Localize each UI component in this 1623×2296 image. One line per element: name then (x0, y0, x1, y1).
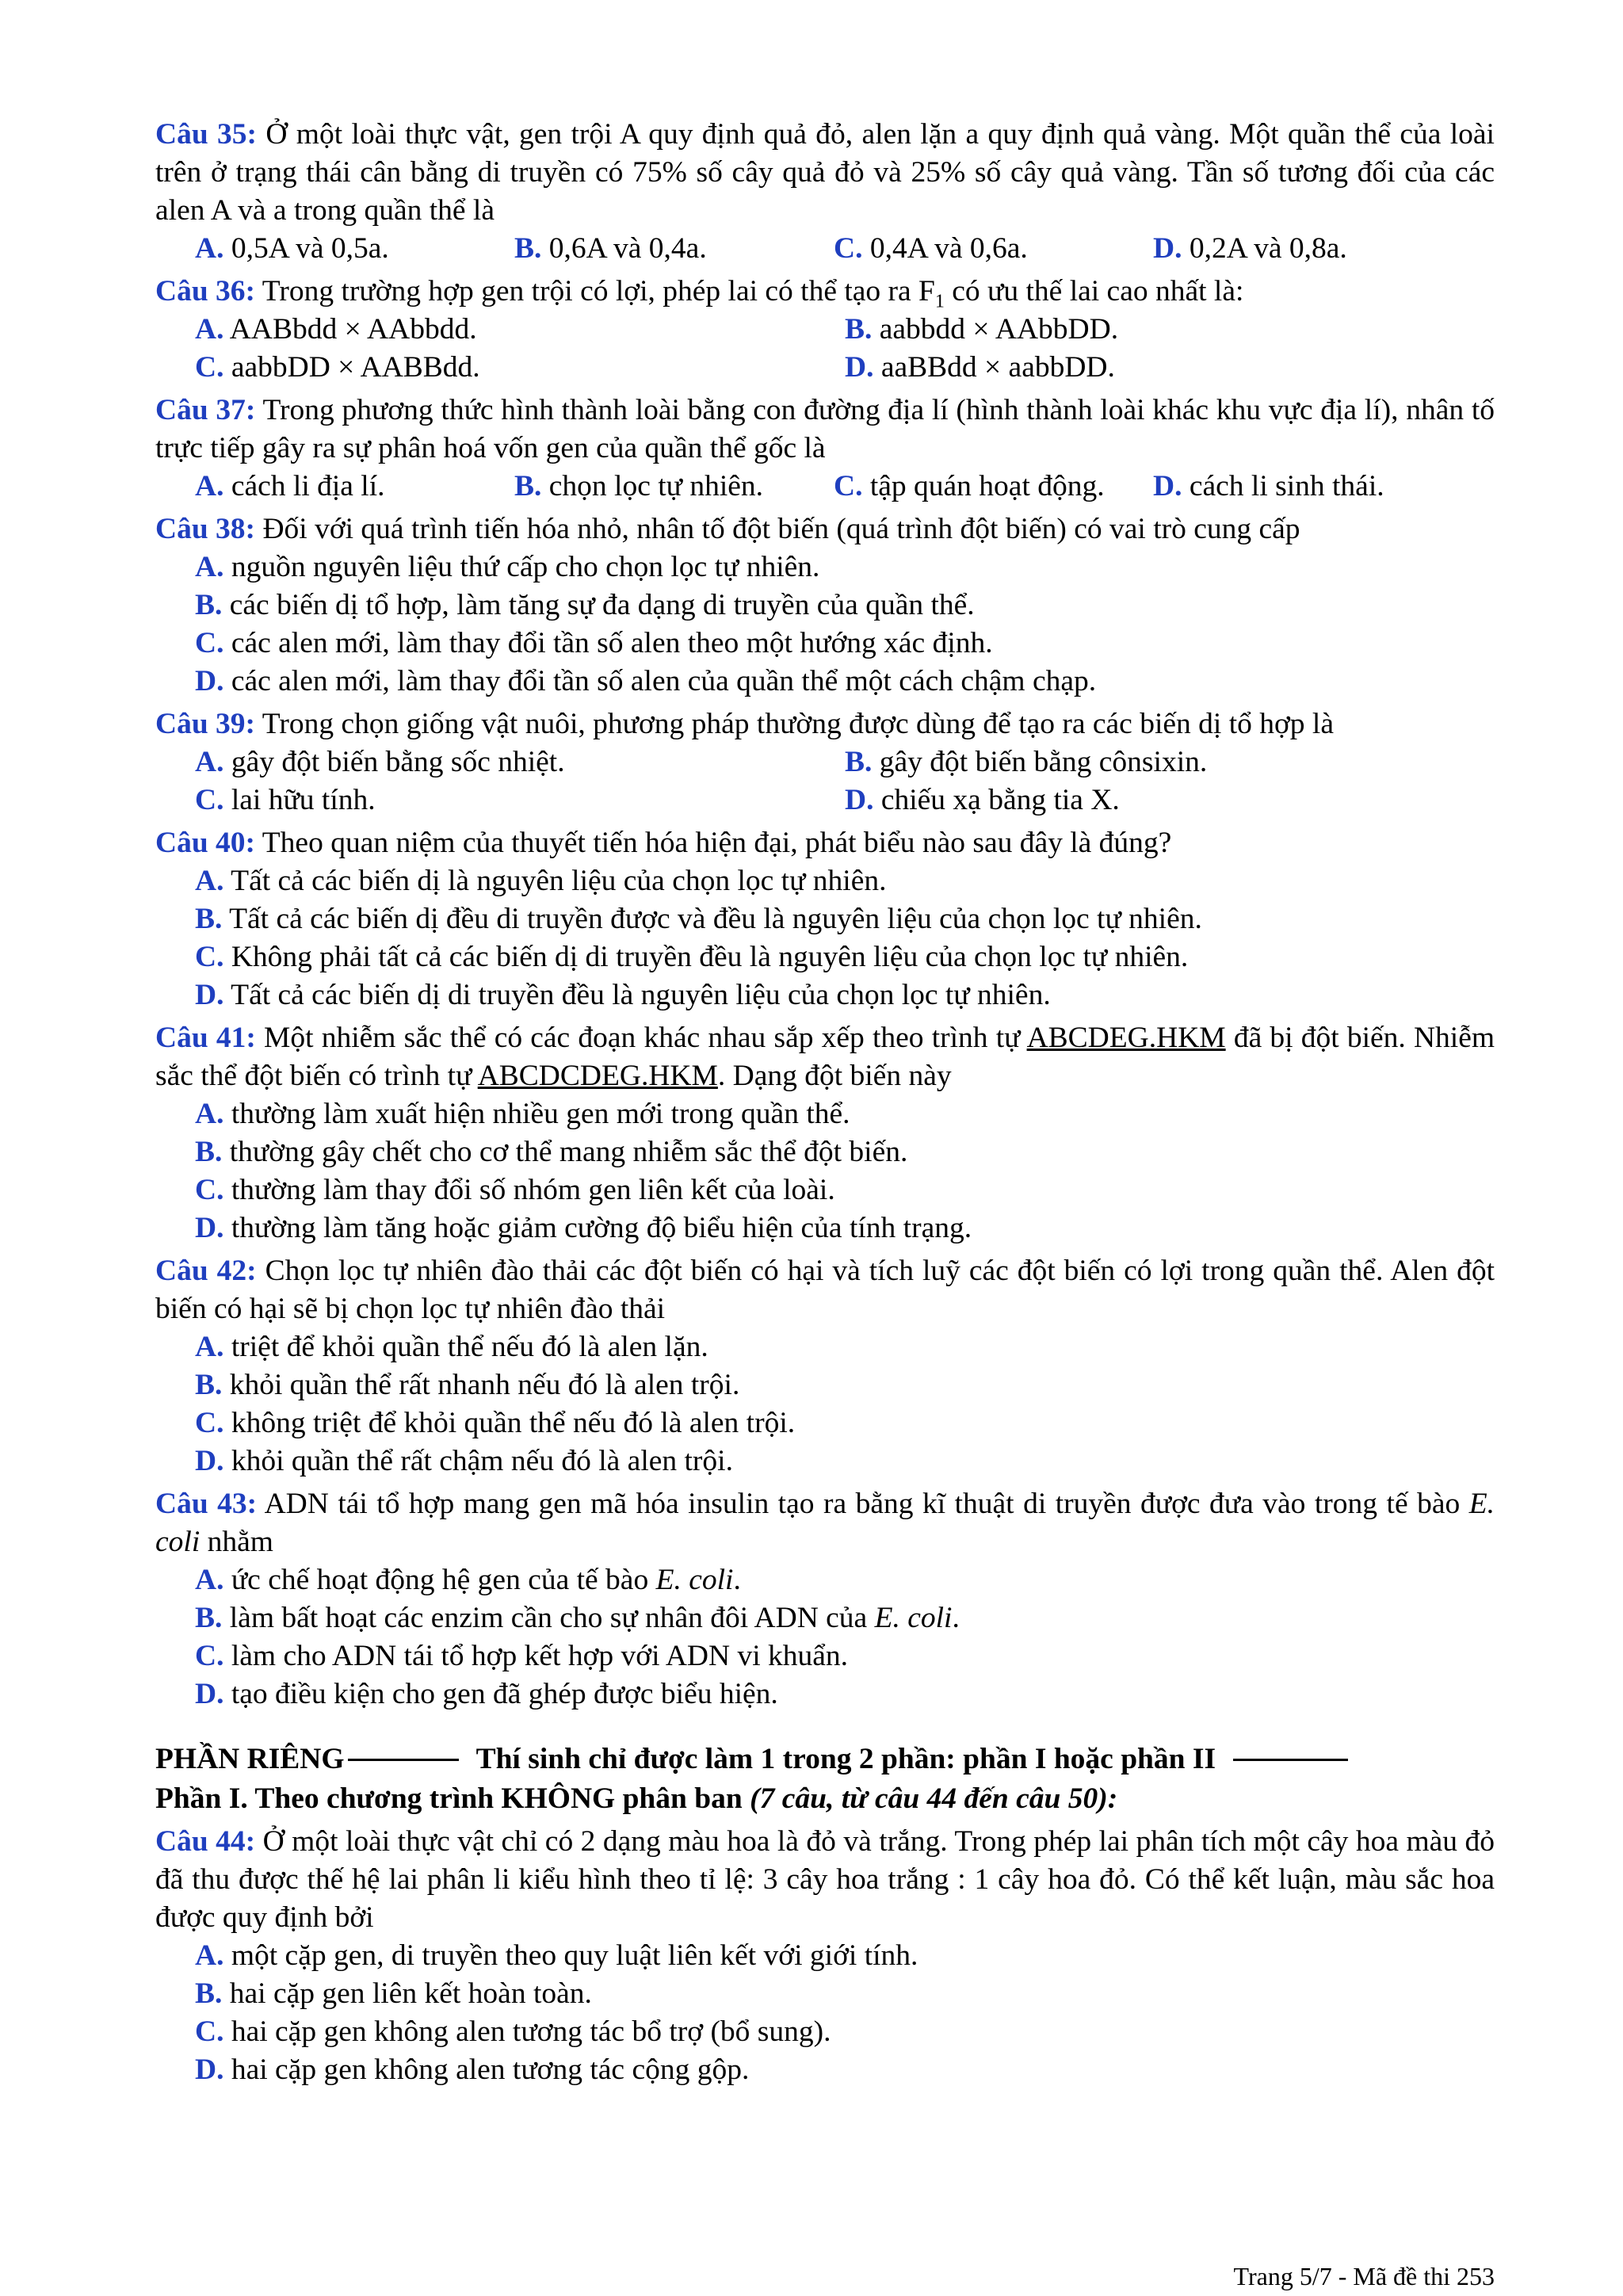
question-number: Câu 38: (155, 513, 256, 545)
option-c[interactable]: C. hai cặp gen không alen tương tác bổ trợ (bổ sung). (195, 2015, 831, 2048)
option-d[interactable]: D. thường làm tăng hoặc giảm cường độ biểu hiện của tính trạng. (195, 1212, 972, 1244)
option-b[interactable]: B. Tất cả các biến dị đều di truyền được và đều là nguyên liệu của chọn lọc tự nhiên. (195, 903, 1202, 935)
option-b[interactable]: B. aabbdd × AAbbDD. (845, 313, 1119, 346)
option-a[interactable]: A. gây đột biến bằng sốc nhiệt. (195, 746, 565, 778)
option-b[interactable]: B. thường gây chết cho cơ thể mang nhiễm sắc thể đột biến. (195, 1136, 908, 1168)
section-title: PHẦN RIÊNG (155, 1743, 345, 1775)
option-d[interactable]: D. các alen mới, làm thay đổi tần số alen của quần thể một cách chậm chạp. (195, 665, 1097, 697)
question-number: Câu 39: (155, 708, 256, 740)
options-row (155, 743, 1495, 781)
question-43 (155, 1485, 1495, 1713)
option-d[interactable]: D. khỏi quần thể rất chậm nếu đó là alen trội. (195, 1445, 733, 1477)
question-number: Câu 37: (155, 394, 256, 426)
question-number: Câu 42: (155, 1255, 257, 1287)
option-c[interactable]: C. thường làm thay đổi số nhóm gen liên kết của loài. (195, 1174, 835, 1206)
option-b[interactable]: B. gây đột biến bằng cônsixin. (845, 746, 1208, 778)
question-38 (155, 510, 1495, 701)
question-number: Câu 43: (155, 1488, 258, 1520)
question-number: Câu 35: (155, 118, 258, 151)
option-c[interactable]: C. các alen mới, làm thay đổi tần số alen theo một hướng xác định. (195, 627, 993, 659)
option-c[interactable]: C. tập quán hoạt động. (834, 470, 1105, 502)
option-b[interactable]: B. hai cặp gen liên kết hoàn toàn. (195, 1977, 592, 2010)
question-stem: Câu 36: Trong trường hợp gen trội có lợi, phép lai có thể tạo ra $F_1$ có ưu thế lai cao nhất là: (155, 275, 1244, 312)
question-41 (155, 1019, 1495, 1247)
question-stem: Câu 42: Chọn lọc tự nhiên đào thải các đột biến có hại và tích luỹ các đột biến có lợi trong quần thể. Alen đột biến có hại sẽ bị chọn lọc tự nhiên đào thải (155, 1255, 1495, 1325)
option-c[interactable]: C. aabbDD × AABBdd. (195, 351, 480, 384)
option-d[interactable]: D. Tất cả các biến dị di truyền đều là nguyên liệu của chọn lọc tự nhiên. (195, 979, 1051, 1011)
option-b[interactable]: B. các biến dị tổ hợp, làm tăng sự đa dạng di truyền của quần thể. (195, 589, 975, 621)
option-a[interactable]: A. thường làm xuất hiện nhiều gen mới trong quần thể. (195, 1098, 850, 1130)
option-c[interactable]: C. lai hữu tính. (195, 784, 376, 816)
question-42 (155, 1252, 1495, 1480)
question-40 (155, 824, 1495, 1014)
gene-sequence-original: ABCDEG.HKM (1026, 1022, 1226, 1054)
option-c[interactable]: C. 0,4A và 0,6a. (834, 232, 1028, 265)
section-instruction: Thí sinh chỉ được làm 1 trong 2 phần: phần I hoặc phần II (475, 1743, 1216, 1775)
section-header (155, 1740, 1495, 1778)
option-a[interactable]: A. AABbdd × AAbbdd. (195, 313, 477, 346)
part-title: Phần I. Theo chương trình KHÔNG phân ban (7 câu, từ câu 44 đến câu 50): (155, 1782, 1118, 1815)
option-b[interactable]: B. làm bất hoạt các enzim cần cho sự nhân đôi ADN của E. coli. (195, 1602, 960, 1634)
option-d[interactable]: D. tạo điều kiện cho gen đã ghép được biểu hiện. (195, 1678, 778, 1710)
gene-sequence-mutated: ABCDCDEG.HKM (477, 1060, 718, 1092)
options-row (155, 311, 1495, 349)
option-a[interactable]: A. cách li địa lí. (195, 470, 385, 502)
option-b[interactable]: B. 0,6A và 0,4a. (514, 232, 707, 265)
question-44 (155, 1823, 1495, 2089)
question-stem: Câu 41: Một nhiễm sắc thể có các đoạn khác nhau sắp xếp theo trình tự ABCDEG.HKM đã bị đột biến. Nhiễm sắc thể đột biến có trình tự ABCDCDEG.HKM. Dạng đột biến này (155, 1022, 1495, 1092)
options-row (155, 781, 1495, 819)
question-number: Câu 40: (155, 827, 256, 859)
option-d[interactable]: D. 0,2A và 0,8a. (1153, 232, 1347, 265)
stem-text: Ở một loài thực vật, gen trội A quy định quả đỏ, alen lặn a quy định quả vàng. Một quần thể của loài trên ở trạng thái cân bằng di truyền có 75% số cây quả đỏ và 25% số cây quả vàng. Tần số tương đối của các alen A và a trong quần thể là (155, 118, 1495, 227)
question-39 (155, 705, 1495, 819)
page-footer: Trang 5/7 - Mã đề thi 253 (1233, 2262, 1495, 2290)
options-row (155, 230, 1495, 268)
option-d[interactable]: D. cách li sinh thái. (1153, 470, 1384, 502)
section-divider-right (1233, 1759, 1348, 1761)
option-d[interactable]: D. hai cặp gen không alen tương tác cộng gộp. (195, 2053, 750, 2086)
option-a[interactable]: A. triệt để khỏi quần thể nếu đó là alen lặn. (195, 1331, 708, 1363)
question-number: Câu 36: (155, 275, 256, 308)
question-37 (155, 392, 1495, 506)
option-a[interactable]: A. Tất cả các biến dị là nguyên liệu của chọn lọc tự nhiên. (195, 865, 887, 897)
question-35 (155, 116, 1495, 268)
option-c[interactable]: C. làm cho ADN tái tổ hợp kết hợp với ADN vi khuẩn. (195, 1640, 849, 1672)
question-stem: Câu 43: ADN tái tổ hợp mang gen mã hóa insulin tạo ra bằng kĩ thuật di truyền được đưa vào trong tế bào E. coli nhằm (155, 1488, 1495, 1558)
option-b[interactable]: B. khỏi quần thể rất nhanh nếu đó là alen trội. (195, 1369, 740, 1401)
exam-page (155, 116, 1495, 2290)
option-c[interactable]: C. Không phải tất cả các biến dị di truyền đều là nguyên liệu của chọn lọc tự nhiên. (195, 941, 1189, 973)
option-b[interactable]: B. chọn lọc tự nhiên. (514, 470, 764, 502)
option-d[interactable]: D. aaBBdd × aabbDD. (845, 351, 1115, 384)
question-stem: Câu 39: Trong chọn giống vật nuôi, phương pháp thường được dùng để tạo ra các biến dị tổ hợp là (155, 708, 1334, 740)
option-a[interactable]: A. một cặp gen, di truyền theo quy luật liên kết với giới tính. (195, 1939, 918, 1972)
question-number: Câu 41: (155, 1022, 256, 1054)
option-a[interactable]: A. 0,5A và 0,5a. (195, 232, 389, 265)
question-stem: Câu 40: Theo quan niệm của thuyết tiến hóa hiện đại, phát biểu nào sau đây là đúng? (155, 827, 1172, 859)
options-row (155, 468, 1495, 506)
question-stem (155, 116, 1495, 230)
question-stem: Câu 37: Trong phương thức hình thành loài bằng con đường địa lí (hình thành loài khác khu vực địa lí), nhân tố trực tiếp gây ra sự phân hoá vốn gen của quần thể gốc là (155, 394, 1495, 464)
question-number: Câu 44: (155, 1825, 256, 1858)
question-stem: Câu 44: Ở một loài thực vật chỉ có 2 dạng màu hoa là đỏ và trắng. Trong phép lai phân tích một cây hoa màu đỏ đã thu được thế hệ lai phân li kiểu hình theo tỉ lệ: 3 cây hoa trắng : 1 cây hoa đỏ. Có thể kết luận, màu sắc hoa được quy định bởi (155, 1825, 1495, 1934)
options-row (155, 349, 1495, 387)
question-36 (155, 273, 1495, 387)
option-a[interactable]: A. nguồn nguyên liệu thứ cấp cho chọn lọc tự nhiên. (195, 551, 820, 583)
option-d[interactable]: D. chiếu xạ bằng tia X. (845, 784, 1120, 816)
option-c[interactable]: C. không triệt để khỏi quần thể nếu đó là alen trội. (195, 1407, 796, 1439)
option-a[interactable]: A. ức chế hoạt động hệ gen của tế bào E. coli. (195, 1564, 741, 1596)
section-divider-left (348, 1759, 459, 1761)
question-stem: Câu 38: Đối với quá trình tiến hóa nhỏ, nhân tố đột biến (quá trình đột biến) có vai trò cung cấp (155, 513, 1300, 545)
